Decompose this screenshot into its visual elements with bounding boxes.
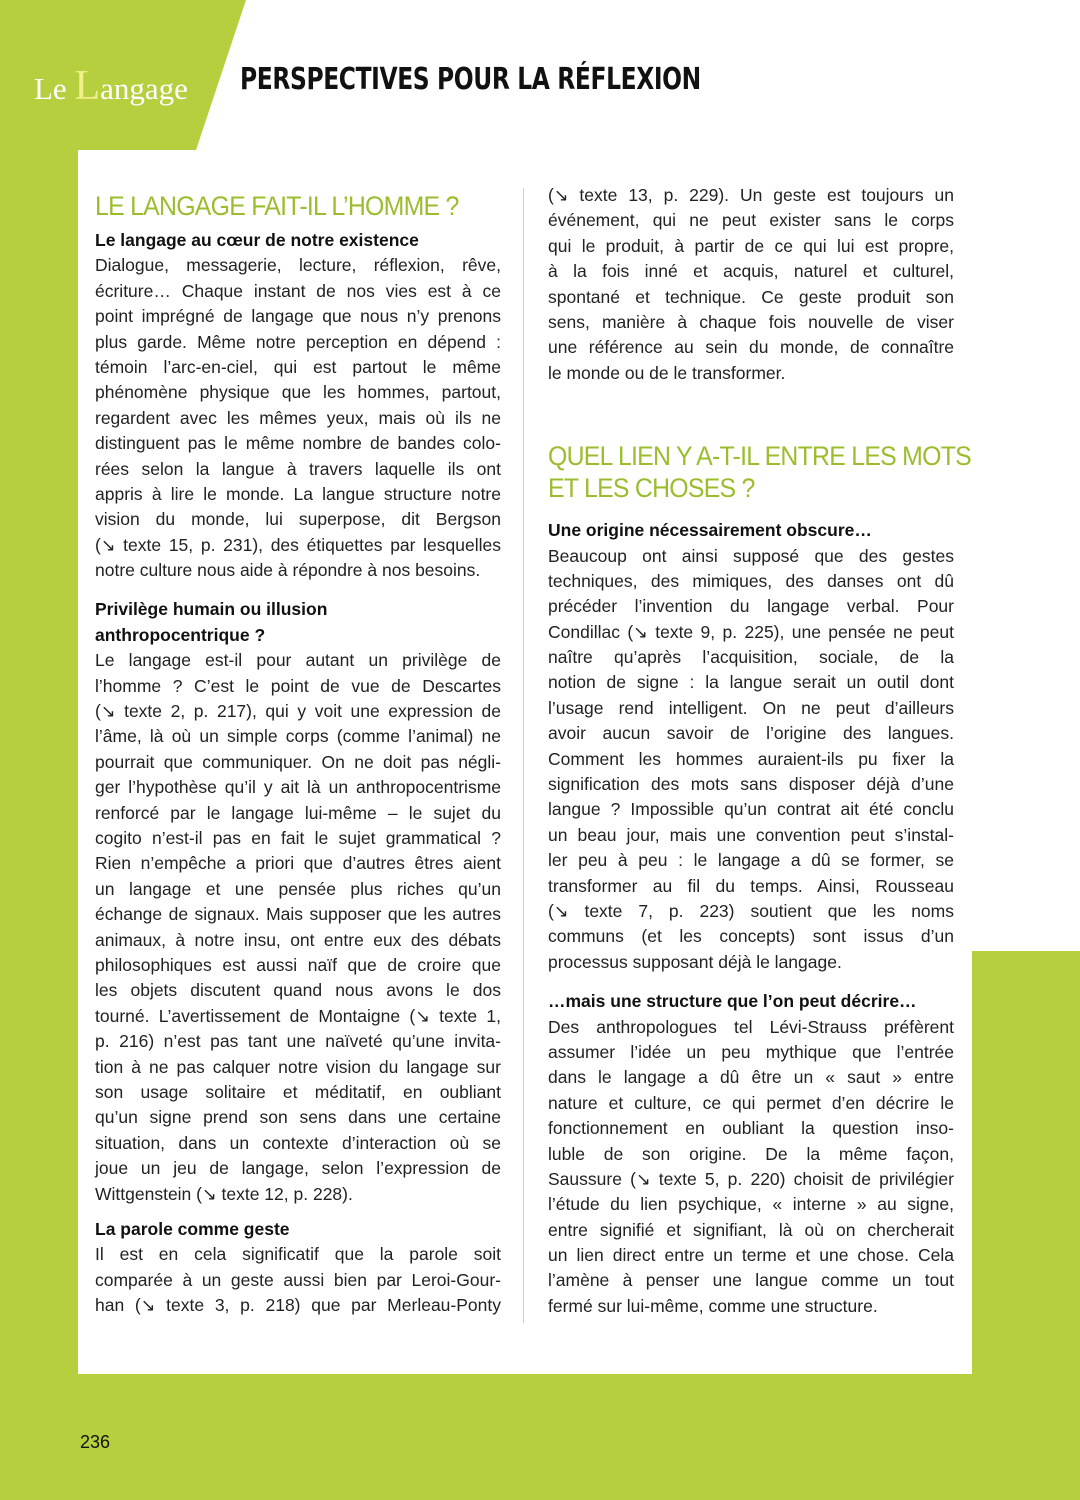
text-line: un lien direct entre un terme et une chose. Cela: [548, 1245, 954, 1266]
text-line: regardent avec les mêmes yeux, mais où ils ne: [95, 407, 501, 428]
text-line: nature et culture, ce qui permet d’en décrire le: [548, 1092, 954, 1113]
text-line: joue un jeu de langage, selon l’expression de: [95, 1158, 501, 1179]
text-line: situation, dans un contexte d’interaction où se: [95, 1132, 501, 1153]
text-line: écriture… Chaque instant de nos vies est à ce: [95, 280, 501, 301]
text-line: vision du monde, lui superpose, dit Bergson: [95, 509, 501, 530]
paragraph: [548, 183, 954, 386]
text-line: dans le langage a dû être un « saut » entre: [548, 1067, 954, 1088]
text-line: assumer l’idée un peu mythique que l’entrée: [548, 1041, 954, 1062]
page-number: 236: [80, 1432, 111, 1452]
text-line: philosophiques est aussi naïf que de croire que: [95, 954, 501, 975]
text-line: techniques, des mimiques, des danses ont dû: [548, 570, 954, 591]
text-line: han (↘ texte 3, p. 218) que par Merleau-Ponty: [95, 1295, 501, 1316]
page-title: PERSPECTIVES POUR LA RÉFLEXION: [240, 62, 701, 97]
section-heading: ET LES CHOSES ?: [548, 473, 755, 504]
text-line: signification des mots sans disposer déjà d’une: [548, 774, 954, 795]
subheading: …mais une structure que l’on peut décrire…: [548, 991, 917, 1012]
text-line: p. 216) n’est pas tant une naïveté qu’une invita-: [95, 1031, 501, 1052]
right-column: [548, 183, 971, 1319]
text-line: Le langage est-il pour autant un privilège de: [95, 650, 501, 671]
text-line: Rien n’empêche a priori que d’autres êtres aient: [95, 853, 501, 874]
text-line: pourrait que communiquer. On ne doit pas négli-: [95, 751, 501, 772]
paragraph: [95, 648, 501, 1207]
subheading: Une origine nécessairement obscure…: [548, 520, 872, 541]
text-line: son usage solitaire et méditatif, en oubliant: [95, 1081, 501, 1102]
text-line: l’âme, là où un simple corps (comme l’animal) ne: [95, 726, 501, 747]
text-line: animaux, à notre insu, ont entre eux des débats: [95, 929, 501, 950]
text-line: communs (et les concepts) sont issus d’un: [548, 926, 954, 947]
text-line: distinguent pas le même nombre de bandes colo-: [95, 433, 501, 454]
text-line: rées selon la langue à travers laquelle ils ont: [95, 458, 501, 479]
text-line: l’usage rend intelligent. On ne peut d’ailleurs: [548, 697, 954, 718]
text-line: échange de signaux. Mais supposer que les autres: [95, 904, 501, 925]
left-column: [95, 190, 501, 1318]
text-line: comparée à un geste aussi bien par Leroi-Gour-: [95, 1269, 501, 1290]
column-divider: [523, 188, 524, 1323]
text-line: renforcé par le langage lui-même – le sujet du: [95, 802, 501, 823]
paragraph: [95, 253, 501, 583]
subheading: anthropocentrique ?: [95, 624, 266, 645]
text-line: précéder l’invention du langage verbal. Pour: [548, 596, 954, 617]
margin-strip: [972, 150, 1080, 951]
text-line: fermé sur lui-même, comme une structure.: [548, 1295, 878, 1316]
subheading: Privilège humain ou illusion: [95, 599, 328, 620]
paragraph: [548, 1015, 954, 1320]
subheading: Le langage au cœur de notre existence: [95, 230, 419, 250]
text-line: entre signifié et signifiant, là où on chercherait: [548, 1219, 954, 1240]
text-line: notre culture nous aide à répondre à nos besoins.: [95, 560, 481, 581]
text-line: Saussure (↘ texte 5, p. 220) choisit de privilégier: [548, 1168, 954, 1189]
text-line: (↘ texte 7, p. 223) soutient que les noms: [548, 901, 954, 921]
text-line: à la fois inné et acquis, naturel et culturel,: [548, 261, 954, 282]
text-line: plus garde. Même notre perception en dépend :: [95, 331, 501, 352]
paragraph: [95, 1242, 501, 1318]
text-line: l’homme ? C’est le point de vue de Descartes: [95, 675, 501, 696]
text-line: Il est en cela significatif que la parole soit: [95, 1244, 501, 1265]
text-line: langue ? Impossible qu’un contrat ait été conclu: [548, 799, 954, 820]
text-line: processus supposant déjà le langage.: [548, 951, 842, 972]
text-line: une référence au sein du monde, de connaître: [548, 337, 954, 358]
text-line: luble de son origine. De la même façon,: [548, 1143, 954, 1164]
text-line: qui le produit, à partir de ce qui lui est propre,: [548, 235, 954, 256]
text-line: tion à ne pas calquer notre vision du langage sur: [95, 1056, 501, 1077]
text-line: témoin l’arc-en-ciel, qui est partout le même: [95, 356, 501, 377]
text-line: cogito n’est-il pas en fait le sujet grammatical ?: [95, 828, 501, 849]
text-line: ger l’hypothèse qu’il y ait là un anthropocentrisme: [95, 777, 501, 798]
text-line: naître qu’après l’acquisition, sociale, de la: [548, 647, 954, 668]
text-line: notion de signe : la langue serait un outil dont: [548, 672, 954, 693]
section-heading: QUEL LIEN Y A-T-IL ENTRE LES MOTS: [548, 441, 971, 472]
text-line: ler peu à peu : le langage a dû se former, se: [548, 850, 954, 871]
chapter-logo: Le Langage: [34, 63, 188, 109]
text-line: (↘ texte 2, p. 217), qui y voit une expression de: [95, 701, 501, 722]
text-line: fonctionnement en oubliant la question inso-: [548, 1118, 954, 1139]
text-line: Comment les hommes auraient-ils pu fixer la: [548, 748, 954, 769]
text-line: point imprégné de langage que nous n’y prenons: [95, 306, 501, 327]
text-line: Wittgenstein (↘ texte 12, p. 228).: [95, 1183, 353, 1204]
text-line: Des anthropologues tel Lévi-Strauss préfèrent: [548, 1016, 954, 1037]
text-line: (↘ texte 15, p. 231), des étiquettes par lesquelles: [95, 534, 501, 555]
text-line: sens, manière à chaque fois nouvelle de viser: [548, 311, 954, 332]
text-line: transformer au fil du temps. Ainsi, Rousseau: [548, 875, 954, 896]
subheading: La parole comme geste: [95, 1218, 290, 1239]
text-line: un langage et une pensée plus riches qu’un: [95, 878, 501, 899]
text-line: avoir aucun savoir de l’origine des langues.: [548, 723, 954, 744]
text-line: les objets discutent quand nous avons le dos: [95, 980, 501, 1001]
text-line: tourné. L’avertissement de Montaigne (↘ texte 1,: [95, 1005, 501, 1026]
text-line: qu’un signe prend son sens dans une certaine: [95, 1107, 501, 1128]
text-line: un beau jour, mais une convention peut s’instal-: [548, 824, 954, 845]
text-line: Condillac (↘ texte 9, p. 225), une pensée ne peut: [548, 621, 954, 642]
text-line: événement, qui ne peut exister sans le corps: [548, 210, 954, 231]
text-line: l’étude du lien psychique, « interne » au signe,: [548, 1194, 954, 1215]
section-heading: LE LANGAGE FAIT-IL L’HOMME ?: [95, 191, 459, 221]
paragraph: [548, 544, 954, 976]
text-line: Dialogue, messagerie, lecture, réflexion, rêve,: [95, 255, 501, 276]
text-line: Beaucoup ont ainsi supposé que des gestes: [548, 545, 954, 566]
text-line: l’amène à penser une langue comme un tout: [548, 1270, 954, 1291]
text-line: (↘ texte 13, p. 229). Un geste est toujours un: [548, 185, 954, 205]
text-line: le monde ou de le transformer.: [548, 362, 786, 383]
text-line: spontané et technique. Ce geste produit son: [548, 286, 954, 307]
text-line: appris à lire le monde. La langue structure notre: [95, 483, 501, 504]
text-line: phénomène physique que les hommes, partout,: [95, 382, 501, 403]
